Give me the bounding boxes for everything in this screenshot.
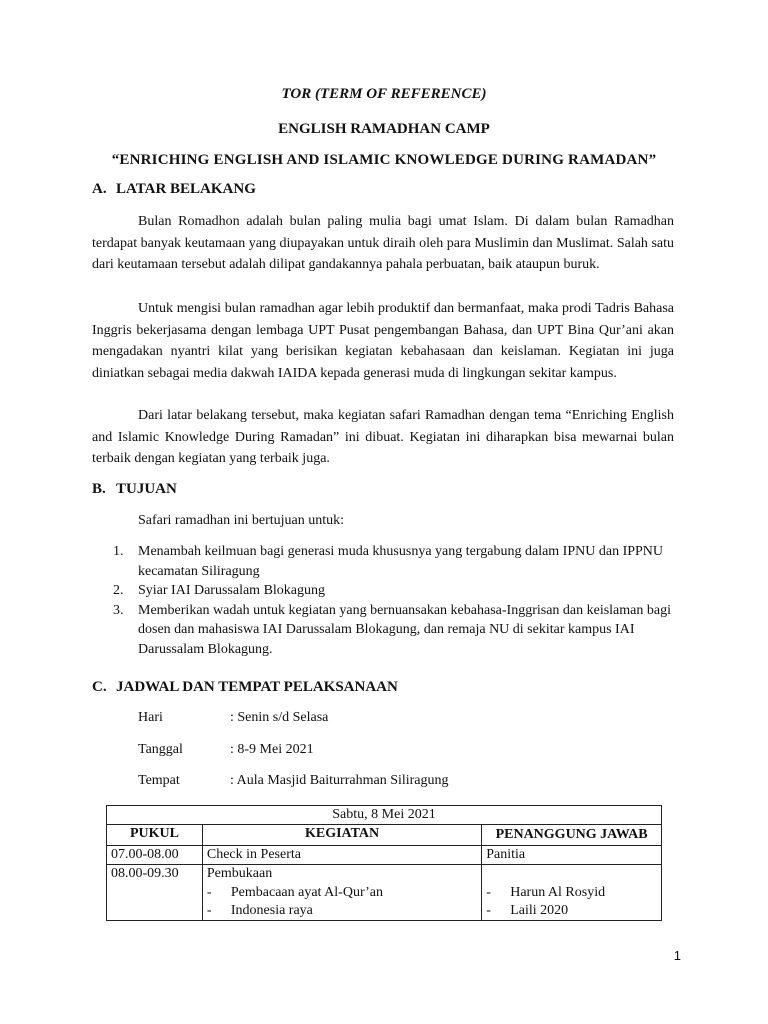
column-header-time: PUKUL	[107, 825, 203, 846]
document-title: TOR (TERM OF REFERENCE)	[281, 86, 487, 102]
schedule-day: Hari : Senin s/d Selasa	[138, 710, 329, 725]
pic-subitem: - Harun Al Rosyid	[486, 885, 606, 900]
section-a-paragraph-1: Bulan Romadhon adalah bulan paling mulia bagi umat Islam. Di dalam bulan Ramadhan terdapat banyak keutamaan yang diupayakan untuk diraih oleh para Muslimin dan Muslimat. Salah satu dari keutamaan tersebut adalah dilipat gandakannya pahala perbuatan, baik ataupun buruk.	[92, 214, 674, 273]
schedule-table	[106, 805, 662, 921]
section-a-title: LATAR BELAKANG	[116, 181, 256, 197]
cell-time: 08.00-09.30	[107, 865, 203, 921]
column-header-pic: PENANGGUNG JAWAB	[482, 825, 662, 846]
section-a-heading	[92, 181, 256, 198]
section-b-title: TUJUAN	[116, 481, 177, 497]
activity-subitem: - Pembacaan ayat Al-Qur’an	[206, 885, 383, 900]
table-row	[107, 865, 662, 921]
section-a-paragraph-3: Dari latar belakang tersebut, maka kegiatan safari Ramadhan dengan tema “Enriching English and Islamic Knowledge During Ramadan” ini dibuat. Kegiatan ini diharapkan bisa mewarnai bulan terbaik dengan kegiatan yang terbaik juga.	[92, 408, 674, 467]
section-a-paragraph-2: Untuk mengisi bulan ramadhan agar lebih produktif dan bermanfaat, maka prodi Tadris Bahasa Inggris bekerjasama dengan lembaga UPT Pusat pengembangan Bahasa, dan UPT Bina Qur’ani akan mengadakan nyantri kilat yang berisikan kegiatan kebahasaan dan keislaman. Kegiatan ini juga diniatkan sebagai media dakwah IAIDA kepada generasi muda di lingkungan sekitar kampus.	[92, 301, 674, 381]
cell-activity	[202, 865, 481, 921]
event-theme: “ENRICHING ENGLISH AND ISLAMIC KNOWLEDGE DURING RAMADAN”	[111, 152, 657, 168]
table-date: Sabtu, 8 Mei 2021	[107, 806, 662, 825]
section-b-number: B.	[92, 481, 106, 497]
table-row	[107, 846, 662, 865]
schedule-place: Tempat : Aula Masjid Baiturrahman Siliragung	[138, 773, 449, 788]
table-header-row	[107, 825, 662, 846]
section-c-number: C.	[92, 679, 107, 695]
cell-time: 07.00-08.00	[107, 846, 203, 865]
section-a-number: A.	[92, 181, 107, 197]
pic-subitem: - Laili 2020	[486, 903, 569, 918]
list-item: 2. Syiar IAI Darussalam Blokagung	[113, 583, 326, 598]
table-date-row	[107, 806, 662, 825]
cell-pic: Panitia	[482, 846, 662, 865]
objectives-list	[113, 542, 683, 659]
schedule-date: Tanggal : 8-9 Mei 2021	[138, 742, 314, 757]
event-name: ENGLISH RAMADHAN CAMP	[278, 121, 490, 137]
column-header-activity: KEGIATAN	[202, 825, 481, 846]
activity-subitem: - Indonesia raya	[206, 903, 313, 918]
section-b-intro: Safari ramadhan ini bertujuan untuk:	[138, 513, 345, 528]
list-item: 1. Menambah keilmuan bagi generasi muda khususnya yang tergabung dalam IPNU dan IPPNU kecamatan Siliragung	[113, 544, 664, 579]
page-number: 1	[673, 948, 681, 963]
activity-title: Pembukaan	[206, 866, 273, 881]
cell-pic	[482, 865, 662, 921]
section-c-title: JADWAL DAN TEMPAT PELAKSANAAN	[116, 679, 398, 695]
list-item: 3. Memberikan wadah untuk kegiatan yang bernuansakan kebahasa-Inggrisan dan keislaman bagi dosen dan mahasiswa IAI Darussalam Blokagung, dan remaja NU di sekitar kampus IAI Darussalam Blokagung.	[113, 602, 671, 657]
cell-activity: Check in Peserta	[202, 846, 481, 865]
section-c-heading	[92, 679, 398, 696]
section-b-heading	[92, 481, 177, 498]
